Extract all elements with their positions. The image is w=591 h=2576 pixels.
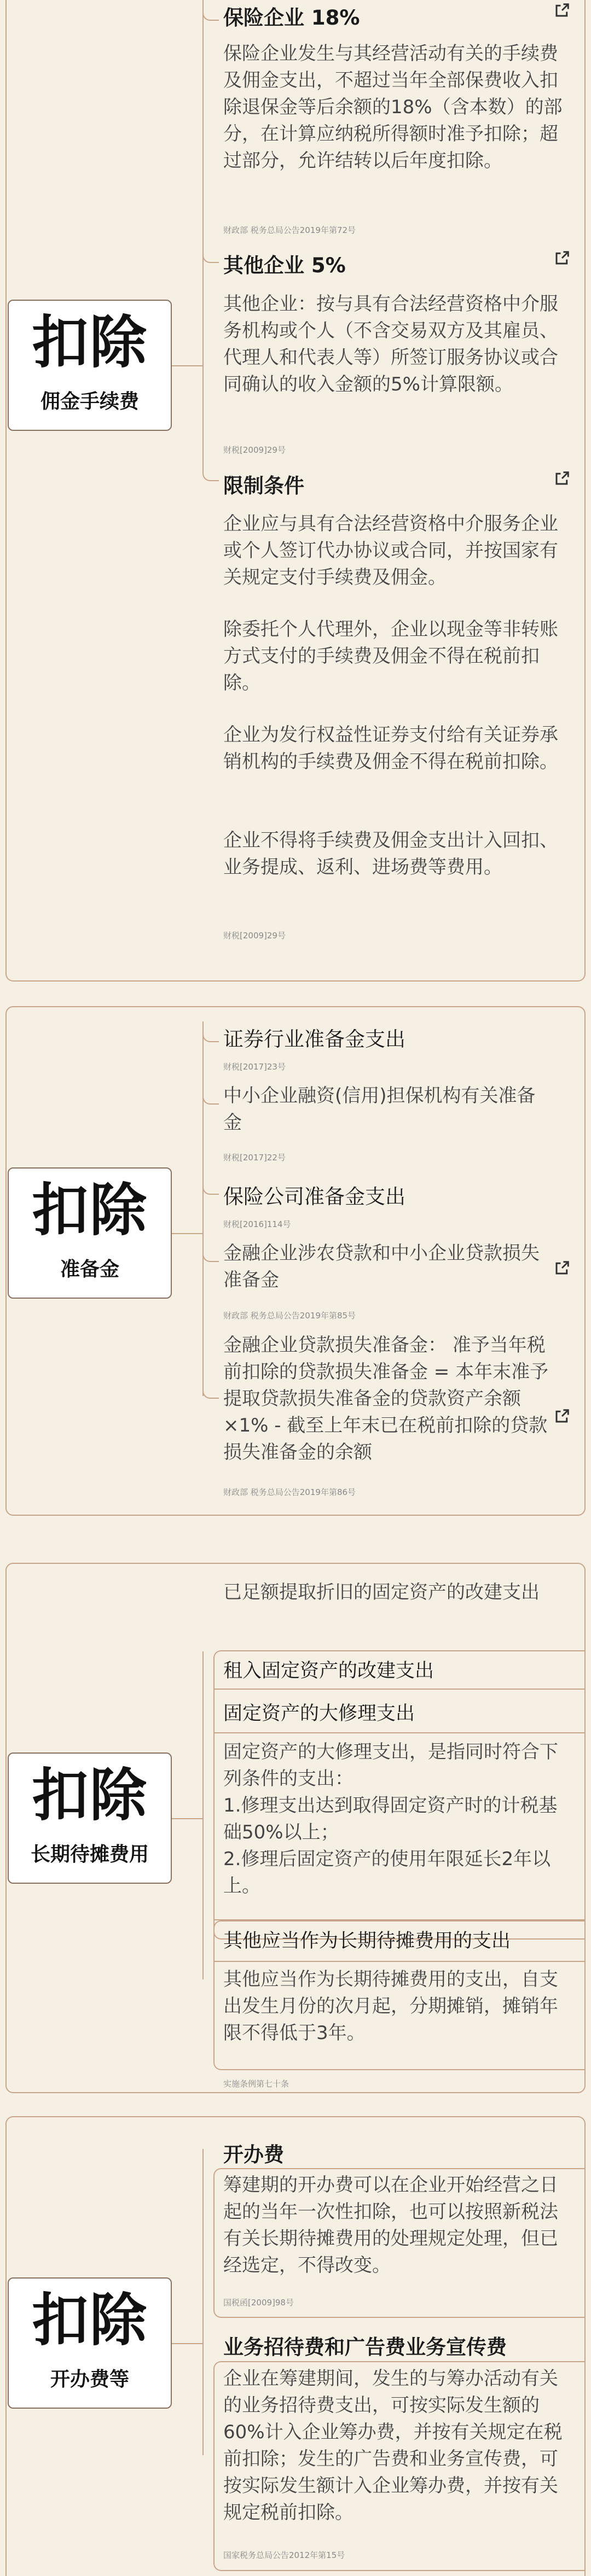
branch (202, 1021, 219, 1042)
startup-source: 国税函[2009]98号 (223, 2298, 294, 2308)
amort-item-4: 固定资产的大修理支出，是指同时符合下列条件的支出： 1.修理支出达到取得固定资产时的计税基础50%以上； 2.修理后固定资产的使用年限延长2年以上。 (223, 1741, 558, 1897)
connector (172, 1818, 202, 1819)
tree-stem (202, 11, 204, 470)
other-source: 财税[2009]29号 (223, 445, 286, 455)
hub-title: 扣除 (31, 2287, 148, 2353)
tree-stem (202, 1651, 204, 1979)
branch (202, 0, 219, 21)
hub-startup (8, 2277, 172, 2409)
entertain-text: 企业在筹建期间，发生的与筹办活动有关的业务招待费支出，可按实际发生额的60%计入企业筹办费，并按有关规定在税前扣除；发生的广告费和业务宣传费，可按实际发生额计入企业筹办费，并按有关规定税前扣除。 (223, 2368, 563, 2524)
amort-item-2: 租入固定资产的改建支出 (223, 1660, 434, 1682)
reserve-item-2-source: 财税[2017]22号 (223, 1153, 286, 1163)
amort-item-1: 已足额提取折旧的固定资产的改建支出 (223, 1581, 540, 1603)
connector (172, 365, 202, 366)
hub-reserve (8, 1167, 172, 1299)
reserve-item-1-source: 财税[2017]23号 (223, 1062, 286, 1072)
amort-item-6: 其他应当作为长期待摊费用的支出，自支出发生月份的次月起，分期摊销，摊销年限不得低于3年。 (223, 1968, 558, 2044)
limit-source: 财税[2009]29号 (223, 931, 286, 941)
external-link-icon[interactable] (554, 1260, 570, 1276)
hub-amortization (8, 1753, 172, 1884)
amort-item-3: 固定资产的大修理支出 (223, 1703, 415, 1725)
external-link-icon[interactable] (554, 1408, 570, 1424)
branch (202, 1174, 219, 1195)
limit-text-1: 企业应与具有合法经营资格中介服务企业或个人签订代办协议或合同，并按国家有关规定支付手续费及佣金。 (223, 513, 558, 588)
hub-title: 扣除 (31, 309, 148, 376)
other-title: 其他企业 5% (223, 254, 346, 277)
insurance-text: 保险企业发生与其经营活动有关的手续费及佣金支出，不超过当年全部保费收入扣除退保金等后余额的18%（含本数）的部分，在计算应纳税所得额时准予扣除；超过部分，允许结转以后年度扣除。 (223, 43, 563, 172)
external-link-icon[interactable] (554, 470, 570, 487)
hub-subtitle: 佣金手续费 (40, 390, 139, 413)
hub-subtitle: 长期待摊费用 (30, 1843, 149, 1866)
divider (215, 1732, 584, 1733)
hub-title: 扣除 (31, 1177, 148, 1243)
tree-stem (202, 1021, 204, 1396)
reserve-item-5: 金融企业贷款损失准备金： 准予当年税前扣除的贷款损失准备金 = 本年末准予提取贷款损失准备金的贷款资产余额×1% - 截至上年末已在税前扣除的贷款损失准备金的余额 (223, 1334, 549, 1463)
connector (172, 2343, 202, 2344)
amort-item-6-source: 实施条例第七十条 (223, 2079, 289, 2089)
startup-text: 筹建期的开办费可以在企业开始经营之日起的当年一次性扣除，也可以按照新税法有关长期待摊费用的处理规定处理，但已经选定，不得改变。 (223, 2174, 558, 2276)
divider (215, 1961, 584, 1962)
entertain-title: 业务招待费和广告费业务宣传费 (223, 2335, 507, 2359)
divider (215, 1689, 584, 1690)
startup-title: 开办费 (223, 2143, 284, 2166)
reserve-item-1: 证券行业准备金支出 (223, 1027, 405, 1051)
hub-title: 扣除 (31, 1762, 148, 1829)
limit-text-4: 企业不得将手续费及佣金支出计入回扣、业务提成、返利、进场费等费用。 (223, 830, 558, 878)
branch (202, 242, 219, 263)
reserve-item-4-source: 财政部 税务总局公告2019年第85号 (223, 1311, 356, 1321)
branch (202, 460, 219, 481)
external-link-icon[interactable] (554, 250, 570, 266)
limit-text-2: 除委托个人代理外，企业以现金等非转账方式支付的手续费及佣金不得在税前扣除。 (223, 618, 558, 694)
reserve-item-2: 中小企业融资(信用)担保机构有关准备金 (223, 1085, 536, 1134)
other-text: 其他企业：按与具有合法经营资格中介服务机构或个人（不含交易双方及其雇员、代理人和代表人等）所签订服务协议或合同确认的收入金额的5%计算限额。 (223, 293, 558, 395)
branch (202, 1378, 219, 1399)
insurance-source: 财政部 税务总局公告2019年第72号 (223, 225, 356, 235)
hub-subtitle: 开办费等 (50, 2368, 129, 2391)
branch (202, 1241, 219, 1262)
reserve-item-3: 保险公司准备金支出 (223, 1185, 405, 1208)
reserve-item-4: 金融企业涉农贷款和中小企业贷款损失准备金 (223, 1242, 540, 1291)
branch (202, 1084, 219, 1105)
reserve-item-3-source: 财税[2016]114号 (223, 1219, 291, 1229)
limit-text-3: 企业为发行权益性证券支付给有关证券承销机构的手续费及佣金不得在税前扣除。 (223, 724, 558, 773)
tree-stem (202, 2149, 204, 2455)
hub-subtitle: 准备金 (60, 1258, 119, 1281)
entertain-source: 国家税务总局公告2012年第15号 (223, 2550, 345, 2560)
connector (172, 1233, 202, 1234)
insurance-title: 保险企业 18% (223, 6, 360, 30)
amort-item-5: 其他应当作为长期待摊费用的支出 (223, 1930, 511, 1952)
hub-commission (8, 300, 172, 431)
external-link-icon[interactable] (554, 2, 570, 19)
reserve-item-5-source: 财政部 税务总局公告2019年第86号 (223, 1487, 356, 1497)
limit-title: 限制条件 (223, 474, 304, 498)
